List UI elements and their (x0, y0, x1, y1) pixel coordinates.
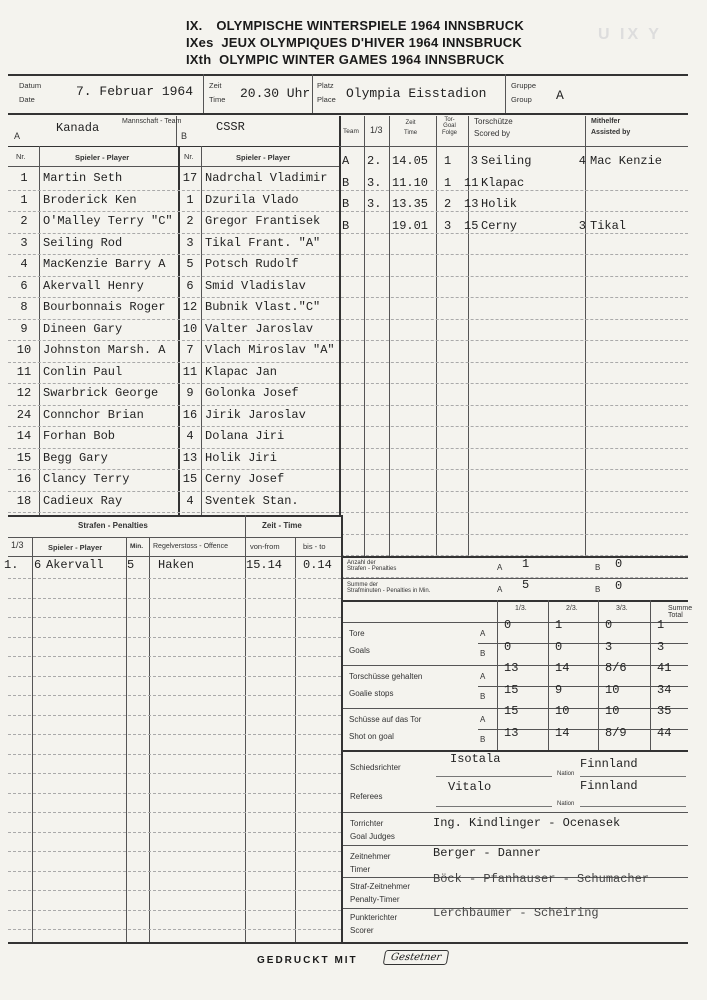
stats-team-a-value: 1 (657, 618, 665, 632)
place-label: Platz Place (317, 81, 336, 104)
roster-row-divider (8, 469, 339, 470)
goal-sequence: 3 (444, 218, 452, 233)
goal-row-divider (341, 190, 688, 191)
penalty-count-label: Anzahl der Strafen - Penalties (347, 560, 397, 573)
team-a-player-name: Bourbonnais Roger (43, 300, 166, 314)
goal-scorer-name: Klapac (481, 175, 525, 190)
team-a-player-name: Begg Gary (43, 450, 108, 465)
goal-row-divider (341, 512, 688, 513)
stats-team-a-value: 0 (504, 618, 512, 632)
goal-sequence: 2 (444, 197, 452, 211)
penalty-player-number: 6 (34, 558, 42, 572)
goal-row-divider (341, 383, 688, 384)
roster-row-divider (8, 340, 339, 341)
penalty-offence: Haken (158, 558, 195, 572)
team-b-player-name: Sventek Stan. (205, 493, 299, 508)
goal-row-divider (341, 491, 688, 492)
stats-team-b-value: 15 (504, 683, 519, 697)
stats-column-header: 1/3. (515, 605, 527, 612)
penalty-row-divider (8, 578, 341, 579)
goal-row-divider (341, 534, 688, 535)
penalty-row-divider (8, 910, 341, 911)
team-a-player-name: Cadieux Ray (43, 493, 123, 508)
goal-row-divider (341, 426, 688, 427)
team-a-player-number: 24 (16, 407, 32, 422)
goal-sequence: 1 (444, 154, 452, 168)
team-a-player-name: Martin Seth (43, 171, 123, 185)
penalty-row-divider (8, 929, 341, 930)
team-b-player-number: 12 (182, 300, 198, 314)
header-line-3-text: OLYMPIC WINTER GAMES 1964 INNSBRUCK (219, 52, 505, 67)
team-b-player-name: Dolana Jiri (205, 429, 285, 443)
stats-team-a-value: 35 (657, 704, 672, 718)
penalty-row-divider (8, 812, 341, 813)
roster-row-divider (8, 254, 339, 255)
time-label: Zeit Time (209, 81, 226, 104)
referees-label-en: Referees (350, 792, 383, 801)
stats-team-a-label: A (480, 672, 486, 681)
team-b-player-name: Potsch Rudolf (205, 257, 299, 271)
scorer-value: Lerchbaumer - Scheiring (433, 906, 599, 920)
stats-team-b-value: 14 (555, 726, 570, 740)
goal-scorer-number: 3 (470, 154, 478, 168)
penalty-period: 1. (4, 558, 19, 572)
team-b-player-number: 9 (186, 386, 194, 400)
stats-team-b-value: 9 (555, 683, 563, 697)
team-a-player-name: Connchor Brian (43, 407, 144, 422)
penalty-row-divider (8, 773, 341, 774)
goal-assist-name: Tikal (590, 218, 627, 233)
penalty-row-divider (8, 598, 341, 599)
penalty-minutes: 5 (127, 558, 135, 572)
referees-label-de: Schiedsrichter (350, 763, 401, 772)
roster-a-player-label: Spieler - Player (75, 153, 130, 162)
team-b-player-number: 13 (182, 450, 198, 465)
team-a-player-number: 4 (20, 257, 28, 271)
stats-team-b-label: B (480, 649, 486, 658)
team-b-label: B (181, 131, 188, 141)
goal-period-label: 1/3 (370, 125, 383, 135)
roster-row-divider (8, 405, 339, 406)
goal-team: B (342, 197, 350, 211)
goal-row-divider (341, 448, 688, 449)
penalty-to-label: bis - to (303, 542, 326, 551)
penalty-row-divider (8, 637, 341, 638)
stats-team-a-value: 10 (555, 704, 570, 718)
team-a-player-number: 18 (16, 493, 32, 508)
team-a-player-number: 16 (16, 472, 32, 486)
stats-team-b-label: B (480, 735, 486, 744)
goal-assist-name: Mac Kenzie (590, 154, 663, 168)
team-b-player-name: Nadrchal Vladimir (205, 171, 328, 185)
team-a-player-name: Akervall Henry (43, 278, 144, 293)
penalty-to: 0.14 (303, 558, 332, 572)
roster-row-divider (8, 426, 339, 427)
scorer-label: Punkterichter Scorer (350, 913, 398, 936)
corner-stamp: U IX Y (598, 26, 662, 43)
penalty-row-divider (8, 832, 341, 833)
footer-brand-logo: Gestetner (383, 950, 450, 965)
penalty-row-divider (8, 676, 341, 677)
header-line-1-num: IX. (186, 18, 203, 33)
stats-column-header: 3/3. (616, 605, 628, 612)
team-b-name: CSSR (216, 120, 245, 134)
stats-team-b-value: 13 (504, 726, 519, 740)
team-a-player-number: 2 (20, 214, 28, 228)
team-b-player-number: 15 (182, 472, 198, 486)
stats-team-a-value: 14 (555, 661, 570, 675)
goal-scorer-label: Torschütze Scored by (474, 117, 513, 139)
roster-row-divider (8, 233, 339, 234)
penalties-time-title: Zeit - Time (262, 521, 302, 530)
team-b-player-number: 3 (186, 235, 194, 250)
goal-scorer-name: Cerny (481, 218, 518, 233)
goal-time: 19.01 (392, 218, 429, 233)
penalty-from: 15.14 (246, 558, 283, 572)
stats-team-b-label: B (480, 692, 486, 701)
team-a-player-name: Forhan Bob (43, 429, 116, 443)
stats-team-b-value: 0 (504, 640, 512, 654)
team-b-player-name: Klapac Jan (205, 364, 278, 379)
goal-row-divider (341, 297, 688, 298)
team-b-player-name: Smid Vladislav (205, 278, 306, 293)
stats-team-b-value: 10 (605, 683, 620, 697)
stats-team-a-value: 10 (605, 704, 620, 718)
penalty-period-label: 1/3 (11, 540, 24, 550)
penalty-min-label: Min. (130, 543, 143, 550)
goal-judges-value: Ing. Kindlinger - Ocenasek (433, 816, 621, 830)
team-a-player-name: Johnston Marsh. A (43, 343, 166, 357)
timer-value: Berger - Danner (433, 846, 542, 860)
sum-b-value: 0 (615, 579, 623, 593)
stats-team-b-value: 34 (657, 683, 672, 697)
roster-row-divider (8, 512, 339, 513)
team-b-player-name: Tikal Frant. "A" (205, 235, 321, 250)
team-b-player-number: 4 (186, 493, 194, 508)
count-b-value: 0 (615, 557, 623, 571)
roster-b-player-label: Spieler - Player (236, 153, 291, 162)
team-b-player-name: Dzurila Vlado (205, 192, 299, 207)
penalty-row-divider (8, 793, 341, 794)
roster-a-nr-label: Nr. (16, 152, 26, 161)
goal-row-divider (341, 233, 688, 234)
stats-team-a-label: A (480, 715, 486, 724)
date-label: Datum Date (19, 81, 42, 104)
team-b-player-name: Holik Jiri (205, 450, 278, 465)
roster-b-nr-label: Nr. (184, 152, 194, 161)
penalty-timer-value: Böck - Pfanhauser - Schumacher (433, 872, 650, 886)
nation-label-1: Nation (557, 771, 575, 777)
stats-team-a-value: 0 (605, 618, 613, 632)
goal-judges-label: Torrichter Goal Judges (350, 819, 395, 842)
team-b-player-number: 4 (186, 429, 194, 443)
roster-row-divider (8, 276, 339, 277)
group-label: Gruppe Group (511, 81, 537, 104)
header-line-1 (186, 18, 524, 33)
team-a-name: Kanada (56, 121, 100, 135)
nation-label-2: Nation (557, 801, 575, 807)
goal-team: B (342, 218, 350, 233)
team-a-player-number: 1 (20, 171, 28, 185)
penalty-row-divider (8, 851, 341, 852)
team-b-player-name: Valter Jaroslav (205, 321, 314, 336)
stats-team-a-value: 1 (555, 618, 563, 632)
team-a-player-number: 8 (20, 300, 28, 314)
stats-team-a-value: 8/6 (605, 661, 627, 675)
timer-label: Zeitnehmer Timer (350, 852, 391, 875)
stats-column-header: 2/3. (566, 605, 578, 612)
team-b-player-number: 6 (186, 278, 194, 293)
penalty-from-label: von-from (250, 542, 280, 551)
team-a-player-name: Seiling Rod (43, 235, 123, 250)
referee-1-nation: Finnland (580, 757, 638, 771)
stats-team-a-label: A (480, 629, 486, 638)
stats-row-label-en: Goals (349, 646, 370, 655)
penalty-player-label: Spieler - Player (48, 543, 103, 552)
header-line-3-num: IXth (186, 52, 212, 67)
roster-row-divider (8, 491, 339, 492)
penalty-timer-label: Straf-Zeitnehmer Penalty-Timer (350, 882, 411, 905)
stats-team-a-value: 13 (504, 661, 519, 675)
count-a-value: 1 (522, 557, 530, 571)
penalty-row-divider (8, 734, 341, 735)
penalty-sum-label: Summe der Strafminuten - Penalties in Min. (347, 582, 431, 595)
penalties-title: Strafen - Penalties (78, 521, 148, 530)
roster-row-divider (8, 362, 339, 363)
goal-row-divider (341, 211, 688, 212)
team-b-player-number: 16 (182, 407, 198, 422)
goal-assist-number: 3 (578, 218, 586, 233)
goal-row-divider (341, 319, 688, 320)
team-a-player-number: 9 (20, 321, 28, 336)
goal-scorer-number: 11 (464, 175, 479, 190)
stats-team-a-value: 15 (504, 704, 519, 718)
team-a-player-number: 15 (16, 450, 32, 465)
penalty-player-name: Akervall (46, 558, 104, 572)
group-value: A (556, 88, 564, 103)
penalty-row-divider (8, 656, 341, 657)
team-b-player-number: 7 (186, 343, 194, 357)
goal-row-divider (341, 340, 688, 341)
roster-row-divider (8, 319, 339, 320)
team-b-player-number: 1 (186, 192, 194, 207)
team-a-player-name: Broderick Ken (43, 192, 137, 207)
goal-period: 2. (367, 154, 382, 168)
stats-row-label-de: Tore (349, 629, 365, 638)
goal-scorer-number: 15 (464, 218, 479, 233)
header-line-2 (186, 35, 522, 50)
goal-scorer-name: Holik (481, 197, 518, 211)
goal-scorer-name: Seiling (481, 154, 532, 168)
stats-row-label-en: Goalie stops (349, 689, 394, 698)
team-b-player-number: 11 (182, 364, 198, 379)
team-a-player-name: MacKenzie Barry A (43, 257, 166, 271)
goal-assist-label: Mithelfer Assisted by (591, 118, 631, 136)
stats-column-header: Summe Total (668, 605, 693, 619)
sum-a-label: A (497, 585, 503, 594)
stats-team-a-value: 41 (657, 661, 672, 675)
team-a-player-name: O'Malley Terry "C" (43, 214, 173, 228)
roster-row-divider (8, 383, 339, 384)
goal-assist-number: 4 (578, 154, 586, 168)
team-a-player-number: 12 (16, 386, 32, 400)
goal-row-divider (341, 469, 688, 470)
team-a-player-name: Swarbrick George (43, 386, 159, 400)
goal-sequence: 1 (444, 175, 452, 190)
penalty-row-divider (8, 871, 341, 872)
time-value: 20.30 Uhr (240, 86, 311, 101)
goal-row-divider (341, 276, 688, 277)
team-a-label: A (14, 131, 21, 141)
date-value: 7. Februar 1964 (76, 84, 194, 99)
team-a-player-number: 6 (20, 278, 28, 293)
team-b-player-number: 5 (186, 257, 194, 271)
goal-team: A (342, 154, 350, 168)
count-b-label: B (595, 563, 601, 572)
goal-period: 3. (367, 197, 382, 211)
team-header-label: Mannschaft - Team (122, 118, 182, 125)
team-a-player-number: 1 (20, 192, 28, 207)
referee-2: Vitalo (448, 780, 492, 794)
stats-team-b-value: 3 (657, 640, 665, 654)
penalty-offence-label: Regelverstoss - Offence (153, 543, 228, 550)
team-b-player-name: Golonka Josef (205, 386, 299, 400)
roster-row-divider (8, 211, 339, 212)
team-b-player-name: Bubnik Vlast."C" (205, 300, 321, 314)
penalty-row-divider (8, 695, 341, 696)
team-a-player-number: 14 (16, 429, 32, 443)
roster-row-divider (8, 190, 339, 191)
team-a-player-number: 10 (16, 343, 32, 357)
header-line-2-num: IXes (186, 35, 214, 50)
roster-row-divider (8, 297, 339, 298)
goal-time: 13.35 (392, 197, 429, 211)
stats-row-label-de: Torschüsse gehalten (349, 672, 423, 681)
stats-team-b-value: 44 (657, 726, 672, 740)
referee-2-nation: Finnland (580, 779, 638, 793)
footer-printed-by: GEDRUCKT MIT (257, 955, 358, 966)
penalty-row-divider (8, 890, 341, 891)
team-b-player-name: Gregor Frantisek (205, 214, 321, 228)
goal-team: B (342, 175, 350, 190)
goal-time: 14.05 (392, 154, 429, 168)
stats-row-label-en: Shot on goal (349, 732, 394, 741)
team-a-player-name: Dineen Gary (43, 321, 123, 336)
sum-b-label: B (595, 585, 601, 594)
stats-team-b-value: 3 (605, 640, 613, 654)
stats-row-label-de: Schüsse auf das Tor (349, 715, 422, 724)
goal-seq-label: Tor- Goal Folge (442, 117, 458, 136)
penalty-row-divider (8, 754, 341, 755)
sum-a-value: 5 (522, 578, 530, 592)
goal-time: 11.10 (392, 175, 429, 190)
penalty-row-divider (8, 715, 341, 716)
team-b-player-name: Cerny Josef (205, 472, 285, 486)
header-line-3 (186, 52, 505, 67)
team-b-player-number: 2 (186, 214, 194, 228)
header-line-2-text: JEUX OLYMPIQUES D'HIVER 1964 INNSBRUCK (221, 35, 522, 50)
goal-row-divider (341, 254, 688, 255)
stats-team-b-value: 0 (555, 640, 563, 654)
team-a-player-name: Clancy Terry (43, 472, 130, 486)
team-b-player-name: Vlach Miroslav "A" (205, 343, 335, 357)
referee-1: Isotala (450, 752, 501, 766)
roster-row-divider (8, 448, 339, 449)
team-b-player-number: 10 (182, 321, 198, 336)
goal-row-divider (341, 362, 688, 363)
team-b-player-name: Jirik Jaroslav (205, 407, 306, 422)
penalty-row-divider (8, 617, 341, 618)
count-a-label: A (497, 563, 503, 572)
team-b-player-number: 17 (182, 171, 198, 185)
goal-time-label: Zeit Time (404, 120, 418, 137)
goal-scorer-number: 13 (464, 197, 479, 211)
team-a-player-name: Conlin Paul (43, 364, 123, 379)
team-a-player-number: 3 (20, 235, 28, 250)
team-a-player-number: 11 (16, 364, 32, 379)
header-line-1-text: OLYMPISCHE WINTERSPIELE 1964 INNSBRUCK (216, 18, 524, 33)
goal-period: 3. (367, 175, 382, 190)
stats-team-b-value: 8/9 (605, 726, 627, 740)
place-value: Olympia Eisstadion (346, 86, 487, 101)
goal-team-label: Team (343, 128, 359, 135)
goal-row-divider (341, 405, 688, 406)
